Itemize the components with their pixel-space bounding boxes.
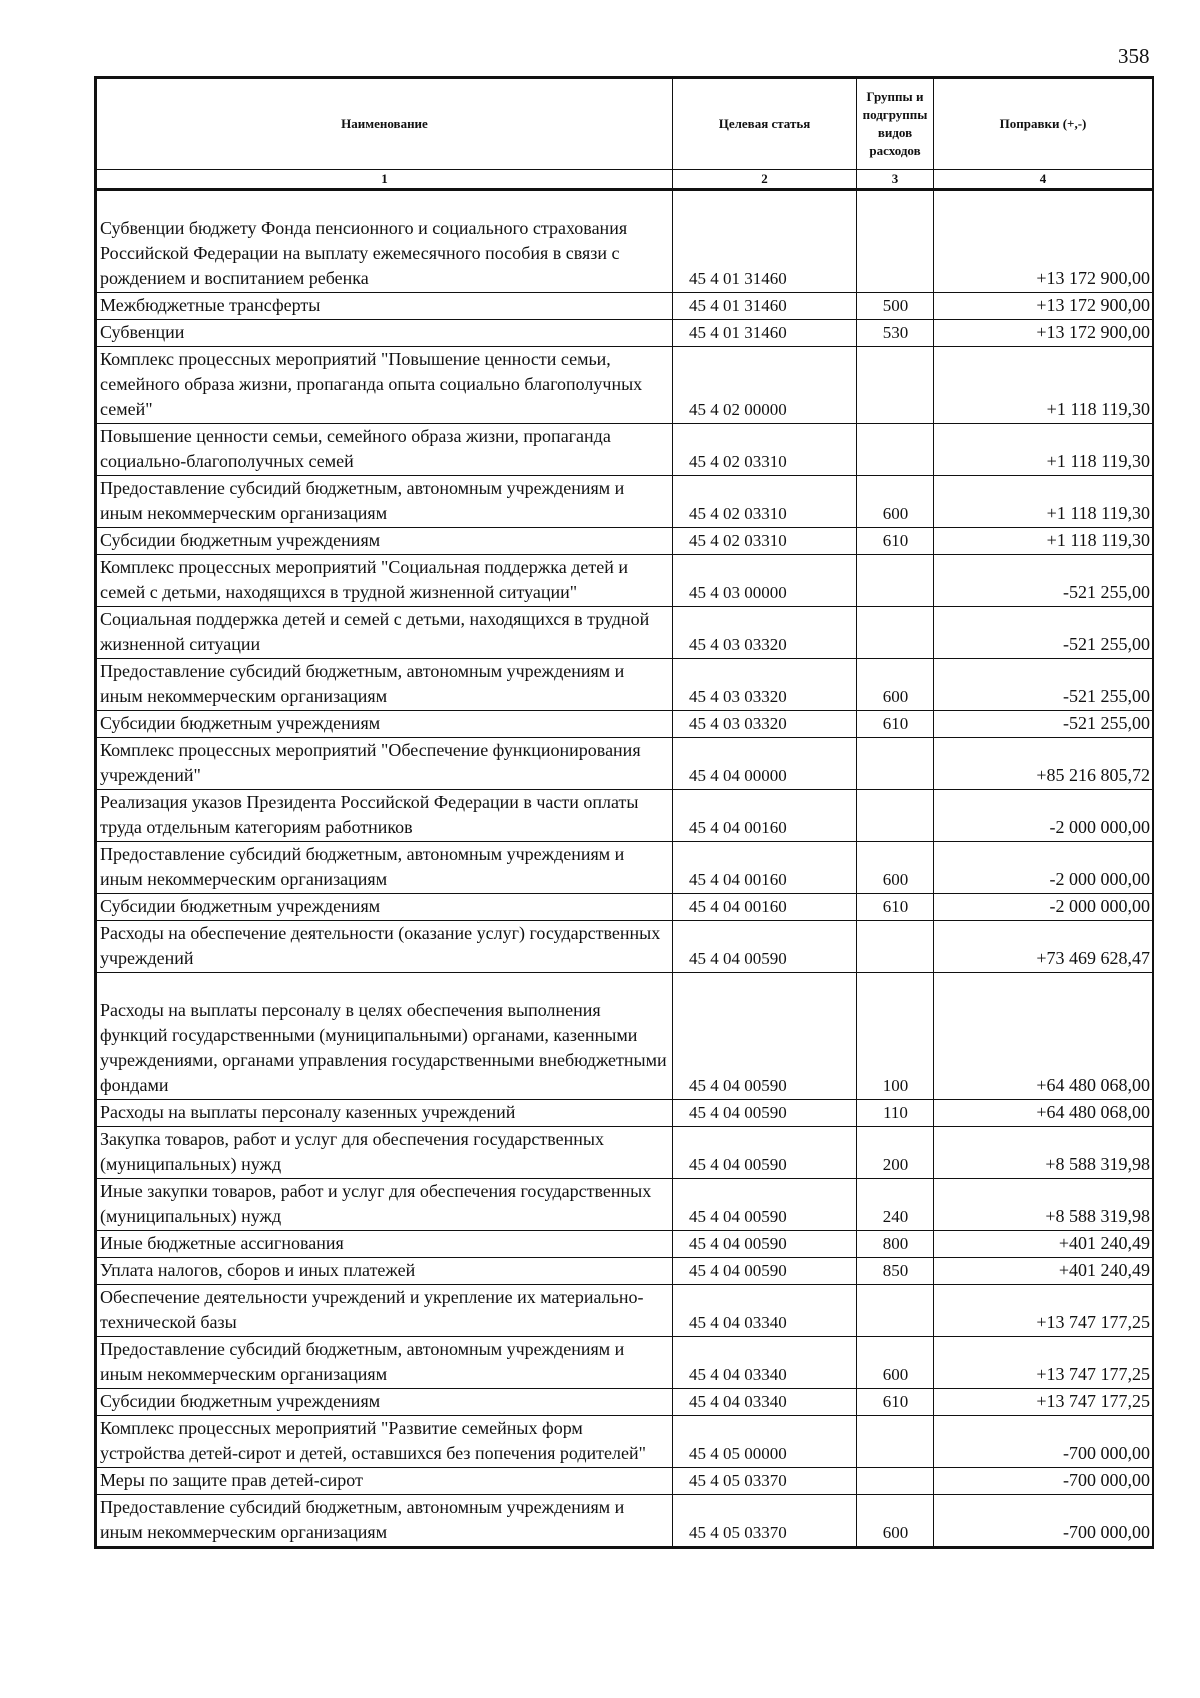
row-amount-cell: +1 118 119,30 — [934, 424, 1153, 476]
row-name-cell: Меры по защите прав детей-сирот — [97, 1468, 673, 1495]
column-number-row — [97, 170, 1153, 190]
row-group-cell — [857, 555, 934, 607]
row-amount-cell: -2 000 000,00 — [934, 790, 1153, 842]
row-group-cell — [857, 790, 934, 842]
row-group-cell — [857, 1468, 934, 1495]
row-amount-cell: +1 118 119,30 — [934, 476, 1153, 528]
row-amount-cell: +401 240,49 — [934, 1258, 1153, 1285]
row-name-cell: Предоставление субсидий бюджетным, автономным учреждениям и иным некоммерческим организациям — [97, 1337, 673, 1389]
table-row — [97, 347, 1153, 424]
table-row — [97, 1416, 1153, 1468]
row-amount-cell: +13 747 177,25 — [934, 1285, 1153, 1337]
table-row — [97, 738, 1153, 790]
row-name-cell: Субсидии бюджетным учреждениям — [97, 528, 673, 555]
row-name-cell: Расходы на обеспечение деятельности (оказание услуг) государственных учреждений — [97, 921, 673, 973]
row-amount-cell: -521 255,00 — [934, 659, 1153, 711]
row-group-cell: 600 — [857, 476, 934, 528]
table-row — [97, 293, 1153, 320]
table-row — [97, 1231, 1153, 1258]
row-name-cell: Комплекс процессных мероприятий "Повышение ценности семьи, семейного образа жизни, пропаганда опыта социально благополучных семей" — [97, 347, 673, 424]
row-target-cell: 45 4 04 00000 — [673, 738, 857, 790]
row-name-cell: Предоставление субсидий бюджетным, автономным учреждениям и иным некоммерческим организациям — [97, 842, 673, 894]
row-group-cell — [857, 607, 934, 659]
row-target-cell: 45 4 04 03340 — [673, 1285, 857, 1337]
row-amount-cell: +73 469 628,47 — [934, 921, 1153, 973]
row-group-cell — [857, 190, 934, 293]
row-name-cell: Субвенции бюджету Фонда пенсионного и социального страхования Российской Федерации на выплату ежемесячного пособия в связи с рождением и воспитанием ребенка — [97, 190, 673, 293]
row-name-cell: Повышение ценности семьи, семейного образа жизни, пропаганда социально-благополучных семей — [97, 424, 673, 476]
row-target-cell: 45 4 01 31460 — [673, 320, 857, 347]
row-target-cell: 45 4 03 03320 — [673, 607, 857, 659]
row-group-cell: 500 — [857, 293, 934, 320]
table-row — [97, 476, 1153, 528]
row-group-cell — [857, 347, 934, 424]
row-name-cell: Субсидии бюджетным учреждениям — [97, 894, 673, 921]
row-name-cell: Предоставление субсидий бюджетным, автономным учреждениям и иным некоммерческим организациям — [97, 476, 673, 528]
row-amount-cell: -521 255,00 — [934, 711, 1153, 738]
table-row — [97, 921, 1153, 973]
table-row — [97, 1258, 1153, 1285]
row-group-cell — [857, 1416, 934, 1468]
row-group-cell: 600 — [857, 1495, 934, 1547]
header-amendments: Поправки (+,-) — [934, 79, 1153, 170]
row-name-cell: Реализация указов Президента Российской Федерации в части оплаты труда отдельным категориям работников — [97, 790, 673, 842]
row-amount-cell: -700 000,00 — [934, 1495, 1153, 1547]
table-row — [97, 1127, 1153, 1179]
row-target-cell: 45 4 04 03340 — [673, 1337, 857, 1389]
table-row — [97, 424, 1153, 476]
table-row — [97, 1100, 1153, 1127]
header-name: Наименование — [97, 79, 673, 170]
column-number-2: 2 — [673, 170, 857, 190]
row-group-cell — [857, 424, 934, 476]
row-group-cell: 600 — [857, 1337, 934, 1389]
row-group-cell: 610 — [857, 528, 934, 555]
row-target-cell: 45 4 03 03320 — [673, 711, 857, 738]
row-target-cell: 45 4 05 00000 — [673, 1416, 857, 1468]
row-amount-cell: -521 255,00 — [934, 607, 1153, 659]
row-target-cell: 45 4 02 03310 — [673, 476, 857, 528]
table-row — [97, 842, 1153, 894]
row-target-cell: 45 4 04 00590 — [673, 973, 857, 1100]
row-amount-cell: -521 255,00 — [934, 555, 1153, 607]
row-group-cell: 610 — [857, 1389, 934, 1416]
budget-table-sheet — [94, 76, 1154, 1549]
row-amount-cell: +1 118 119,30 — [934, 347, 1153, 424]
row-group-cell — [857, 921, 934, 973]
table-row — [97, 659, 1153, 711]
table-row — [97, 190, 1153, 293]
row-amount-cell: -700 000,00 — [934, 1416, 1153, 1468]
table-row — [97, 1389, 1153, 1416]
budget-amendments-table — [96, 78, 1153, 1547]
row-name-cell: Предоставление субсидий бюджетным, автономным учреждениям и иным некоммерческим организациям — [97, 1495, 673, 1547]
page-number: 358 — [1118, 44, 1150, 68]
row-name-cell: Комплекс процессных мероприятий "Социальная поддержка детей и семей с детьми, находящихся в трудной жизненной ситуации" — [97, 555, 673, 607]
header-row — [97, 79, 1153, 170]
row-target-cell: 45 4 04 00160 — [673, 790, 857, 842]
row-target-cell: 45 4 04 03340 — [673, 1389, 857, 1416]
row-target-cell: 45 4 01 31460 — [673, 190, 857, 293]
table-row — [97, 973, 1153, 1100]
row-amount-cell: +13 172 900,00 — [934, 190, 1153, 293]
row-target-cell: 45 4 04 00160 — [673, 894, 857, 921]
row-group-cell: 100 — [857, 973, 934, 1100]
row-group-cell: 850 — [857, 1258, 934, 1285]
row-amount-cell: +64 480 068,00 — [934, 973, 1153, 1100]
row-target-cell: 45 4 02 00000 — [673, 347, 857, 424]
table-row — [97, 894, 1153, 921]
row-name-cell: Комплекс процессных мероприятий "Развитие семейных форм устройства детей-сирот и детей, оставшихся без попечения родителей" — [97, 1416, 673, 1468]
row-name-cell: Межбюджетные трансферты — [97, 293, 673, 320]
row-name-cell: Иные бюджетные ассигнования — [97, 1231, 673, 1258]
row-amount-cell: -700 000,00 — [934, 1468, 1153, 1495]
row-target-cell: 45 4 04 00590 — [673, 1231, 857, 1258]
header-groups: Группы и подгруппы видов расходов — [857, 79, 934, 170]
row-name-cell: Обеспечение деятельности учреждений и укрепление их материально-технической базы — [97, 1285, 673, 1337]
row-amount-cell: +64 480 068,00 — [934, 1100, 1153, 1127]
column-number-1: 1 — [97, 170, 673, 190]
row-target-cell: 45 4 02 03310 — [673, 424, 857, 476]
row-amount-cell: +13 172 900,00 — [934, 320, 1153, 347]
row-target-cell: 45 4 04 00590 — [673, 921, 857, 973]
row-name-cell: Субвенции — [97, 320, 673, 347]
row-group-cell: 610 — [857, 711, 934, 738]
table-row — [97, 320, 1153, 347]
row-group-cell: 610 — [857, 894, 934, 921]
row-amount-cell: +1 118 119,30 — [934, 528, 1153, 555]
row-target-cell: 45 4 02 03310 — [673, 528, 857, 555]
row-amount-cell: +401 240,49 — [934, 1231, 1153, 1258]
row-name-cell: Комплекс процессных мероприятий "Обеспечение функционирования учреждений" — [97, 738, 673, 790]
row-target-cell: 45 4 04 00590 — [673, 1127, 857, 1179]
table-row — [97, 1179, 1153, 1231]
row-name-cell: Расходы на выплаты персоналу в целях обеспечения выполнения функций государственными (муниципальными) органами, казенными учреждениями, органами управления государственными внебюджетными фондами — [97, 973, 673, 1100]
row-target-cell: 45 4 05 03370 — [673, 1495, 857, 1547]
row-target-cell: 45 4 04 00160 — [673, 842, 857, 894]
row-amount-cell: +8 588 319,98 — [934, 1127, 1153, 1179]
row-group-cell: 110 — [857, 1100, 934, 1127]
row-group-cell — [857, 738, 934, 790]
row-amount-cell: -2 000 000,00 — [934, 894, 1153, 921]
row-target-cell: 45 4 03 03320 — [673, 659, 857, 711]
column-number-3: 3 — [857, 170, 934, 190]
table-row — [97, 528, 1153, 555]
row-amount-cell: -2 000 000,00 — [934, 842, 1153, 894]
row-group-cell: 800 — [857, 1231, 934, 1258]
row-group-cell: 530 — [857, 320, 934, 347]
table-row — [97, 607, 1153, 659]
row-amount-cell: +13 747 177,25 — [934, 1389, 1153, 1416]
row-name-cell: Предоставление субсидий бюджетным, автономным учреждениям и иным некоммерческим организациям — [97, 659, 673, 711]
row-name-cell: Уплата налогов, сборов и иных платежей — [97, 1258, 673, 1285]
row-target-cell: 45 4 04 00590 — [673, 1100, 857, 1127]
row-target-cell: 45 4 04 00590 — [673, 1258, 857, 1285]
table-row — [97, 1468, 1153, 1495]
row-group-cell: 600 — [857, 659, 934, 711]
row-name-cell: Субсидии бюджетным учреждениям — [97, 1389, 673, 1416]
table-row — [97, 1495, 1153, 1547]
column-number-4: 4 — [934, 170, 1153, 190]
table-row — [97, 711, 1153, 738]
row-group-cell: 200 — [857, 1127, 934, 1179]
row-group-cell: 600 — [857, 842, 934, 894]
row-name-cell: Расходы на выплаты персоналу казенных учреждений — [97, 1100, 673, 1127]
row-name-cell: Иные закупки товаров, работ и услуг для обеспечения государственных (муниципальных) нужд — [97, 1179, 673, 1231]
row-amount-cell: +8 588 319,98 — [934, 1179, 1153, 1231]
row-target-cell: 45 4 03 00000 — [673, 555, 857, 607]
table-row — [97, 790, 1153, 842]
row-amount-cell: +85 216 805,72 — [934, 738, 1153, 790]
row-name-cell: Закупка товаров, работ и услуг для обеспечения государственных (муниципальных) нужд — [97, 1127, 673, 1179]
row-amount-cell: +13 172 900,00 — [934, 293, 1153, 320]
row-group-cell — [857, 1285, 934, 1337]
table-body — [97, 190, 1153, 1547]
row-name-cell: Субсидии бюджетным учреждениям — [97, 711, 673, 738]
table-row — [97, 555, 1153, 607]
row-target-cell: 45 4 05 03370 — [673, 1468, 857, 1495]
table-row — [97, 1285, 1153, 1337]
row-amount-cell: +13 747 177,25 — [934, 1337, 1153, 1389]
row-group-cell: 240 — [857, 1179, 934, 1231]
table-row — [97, 1337, 1153, 1389]
row-target-cell: 45 4 04 00590 — [673, 1179, 857, 1231]
row-name-cell: Социальная поддержка детей и семей с детьми, находящихся в трудной жизненной ситуации — [97, 607, 673, 659]
row-target-cell: 45 4 01 31460 — [673, 293, 857, 320]
header-target: Целевая статья — [673, 79, 857, 170]
